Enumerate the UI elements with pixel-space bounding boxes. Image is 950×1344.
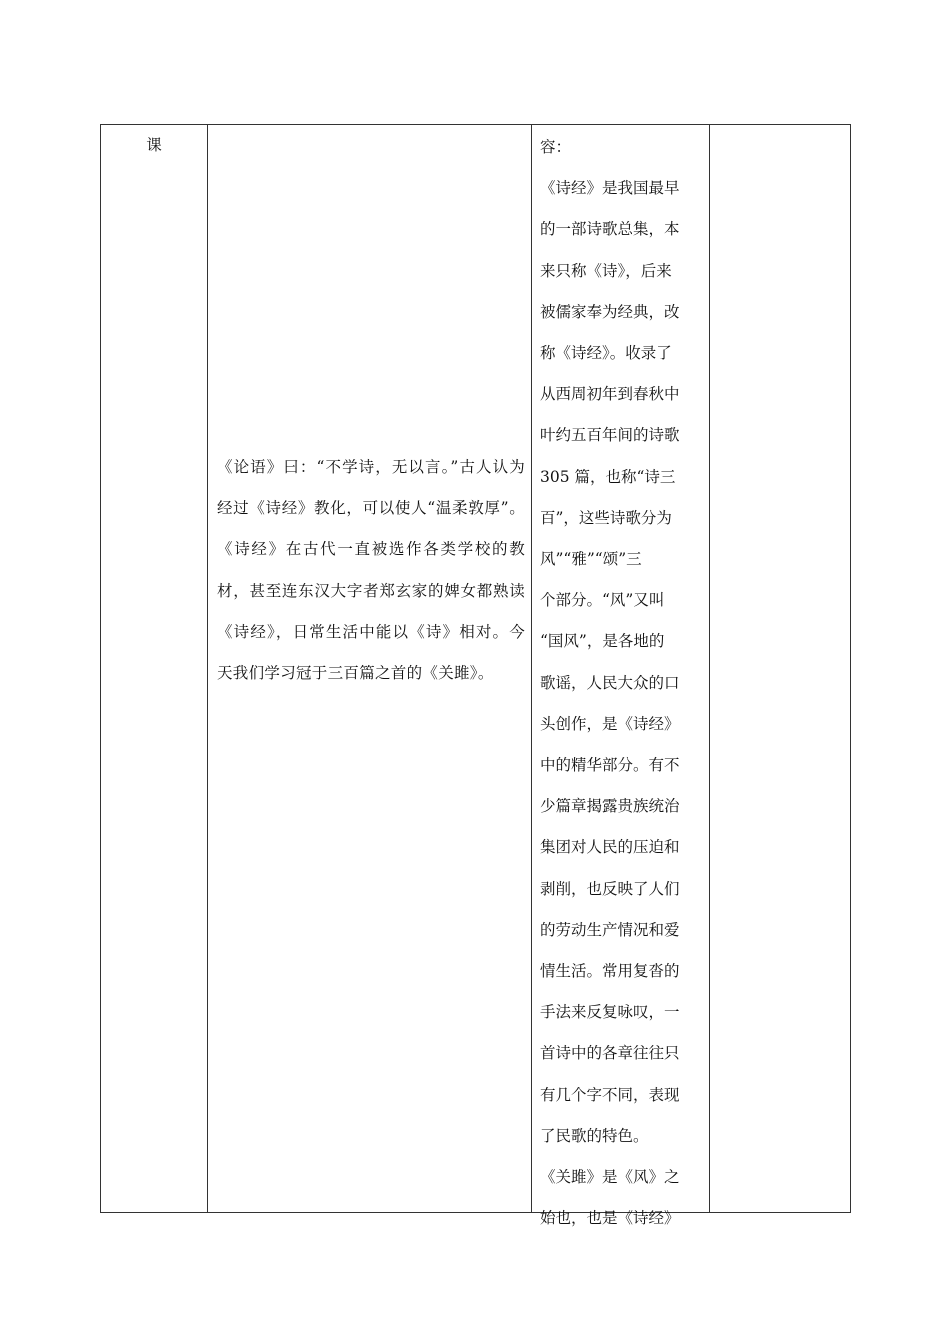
notes-line: 首诗中的各章往往只 — [540, 1044, 680, 1063]
notes-line: 集团对人民的压迫和 — [540, 838, 680, 857]
content-notes-cell — [532, 125, 710, 1228]
notes-line: 《诗经》是我国最早 — [540, 179, 680, 198]
notes-line: 剥削，也反映了人们 — [540, 879, 680, 898]
notes-line: 情生活。常用复沓的 — [540, 962, 680, 981]
stage-label: 课 — [146, 136, 162, 154]
notes-line: 305 篇，也称“诗三 — [540, 467, 676, 486]
notes-line: 从西周初年到春秋中 — [540, 385, 680, 404]
notes-line: 来只称《诗》，后来 — [540, 261, 672, 280]
table-row — [101, 125, 851, 1213]
notes-line: 头创作，是《诗经》 — [540, 714, 680, 733]
notes-line: 歌谣，人民大众的口 — [540, 673, 680, 692]
notes-line: 容： — [540, 138, 572, 156]
notes-line: 叶约五百年间的诗歌 — [540, 426, 680, 445]
stage-cell — [101, 125, 208, 1213]
notes-line: 称《诗经》。收录了 — [540, 344, 672, 363]
notes-line: 有几个字不同，表现 — [540, 1085, 680, 1104]
notes-line: 被儒家奉为经典，改 — [540, 302, 680, 321]
notes-line: 的劳动生产情况和爱 — [540, 920, 680, 939]
lesson-table — [100, 124, 851, 1228]
notes-line: 风”“雅”“颂”三 — [540, 550, 642, 569]
remarks-cell — [710, 125, 851, 1213]
notes-line: 始也，也是《诗经》 — [540, 1209, 680, 1228]
notes-line: 个部分。“风”又叫 — [540, 591, 665, 610]
notes-line: “国风”，是各地的 — [540, 632, 665, 651]
notes-line: 手法来反复咏叹，一 — [540, 1003, 680, 1022]
teacher-activity-cell — [208, 125, 532, 1213]
notes-line: 《关雎》是《风》之 — [540, 1168, 680, 1187]
notes-line: 百”，这些诗歌分为 — [540, 508, 672, 527]
notes-line: 少篇章揭露贵族统治 — [540, 797, 680, 816]
notes-line: 中的精华部分。有不 — [540, 756, 680, 775]
notes-line: 的一部诗歌总集，本 — [540, 220, 680, 239]
intro-paragraph: 《论语》曰：“不学诗，无以言。”古人认为经过《诗经》教化，可以使人“温柔敦厚”。《诗经》在古代一直被选作各类学校的教材，甚至连东汉大字者郑玄家的婢女都熟读《诗经》，日常生活中能以《诗》相对。今天我们学习冠于三百篇之首的《关雎》。 — [217, 458, 525, 683]
content-notes — [540, 127, 704, 1239]
notes-line: 了民歌的特色。 — [540, 1126, 649, 1145]
